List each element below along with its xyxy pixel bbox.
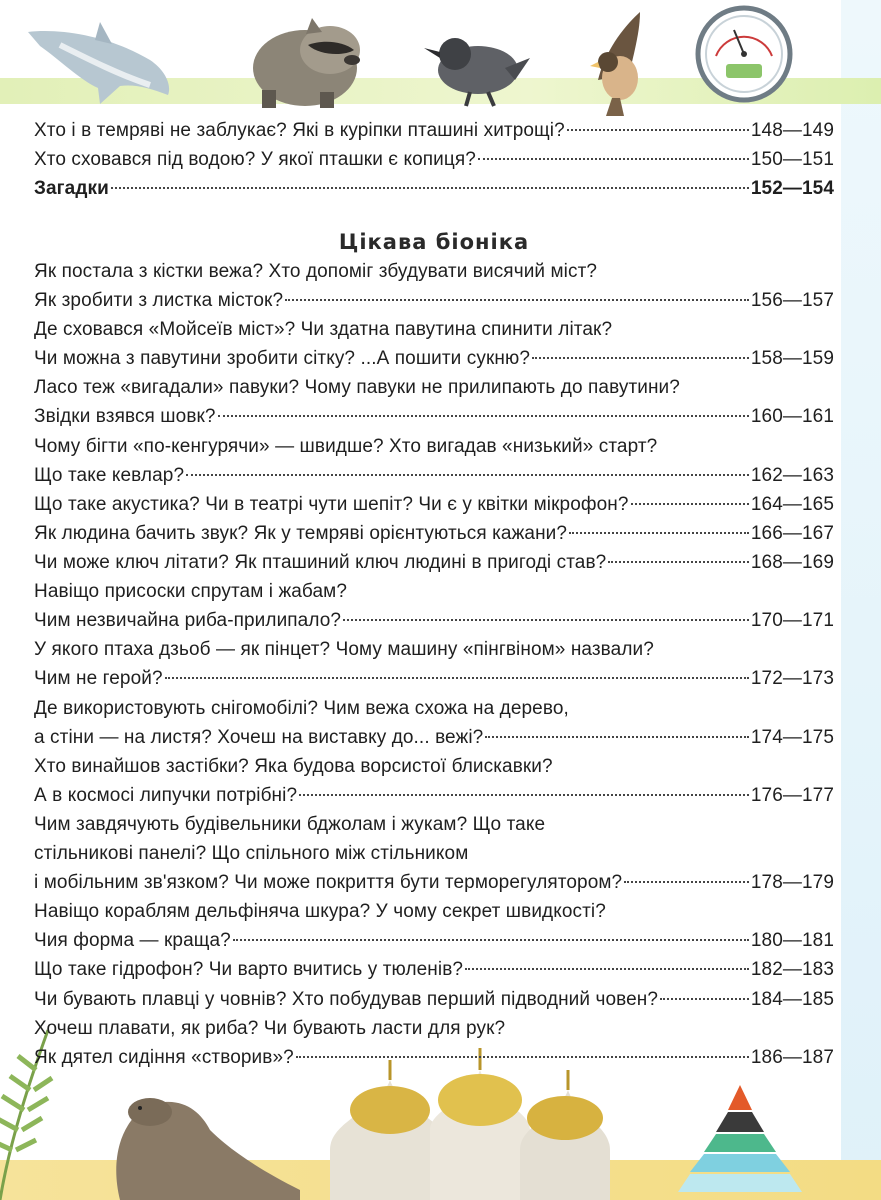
- toc-entry-line: Ласо теж «вигадали» павуки? Чому павуки не прилипають до павутини?: [34, 377, 680, 399]
- toc-entry[interactable]: [34, 373, 834, 431]
- toc-entry-line: Хочеш плавати, як риба? Чи бувають ласти для рук?: [34, 1017, 506, 1039]
- page-range: 168—169: [750, 552, 834, 573]
- dot-leader: [218, 415, 749, 417]
- dot-leader: [608, 561, 749, 563]
- dot-leader: [532, 357, 749, 359]
- toc-entry[interactable]: [34, 694, 834, 752]
- dot-leader: [111, 187, 749, 189]
- toc-entry-title: Хто і в темряві не заблукає? Які в куріпки пташині хитрощі?: [34, 120, 565, 141]
- page-range: 160—161: [750, 406, 834, 428]
- toc-entry-title: А в космосі липучки потрібні?: [34, 784, 298, 806]
- page-range: 166—167: [750, 522, 834, 544]
- toc-entry[interactable]: [34, 985, 834, 1014]
- toc-entry-title: Що таке кевлар?: [34, 464, 185, 486]
- dot-leader: [569, 532, 749, 534]
- toc-entry-line: Де сховався «Мойсеїв міст»? Чи здатна павутина спинити літак?: [34, 319, 613, 341]
- toc-entry-line: стільникові панелі? Що спільного між стільником: [34, 842, 469, 864]
- page-range: 178—179: [750, 871, 834, 893]
- dot-leader: [631, 503, 749, 505]
- toc-entry[interactable]: [34, 174, 834, 203]
- table-of-contents: [34, 0, 834, 1200]
- page-range: 156—157: [750, 290, 834, 311]
- dot-leader: [285, 299, 749, 301]
- dot-leader: [186, 474, 749, 476]
- toc-entry-line: У якого птаха дзьоб — як пінцет? Чому машину «пінгвіном» назвали?: [34, 639, 654, 661]
- toc-entry-title: Чим не герой?: [34, 668, 163, 690]
- dot-leader: [296, 1056, 749, 1058]
- toc-entry[interactable]: [34, 897, 834, 955]
- toc-entry[interactable]: [34, 257, 834, 315]
- page-range: 184—185: [750, 988, 834, 1010]
- page-range: 176—177: [750, 784, 834, 806]
- page-range: 158—159: [750, 348, 834, 370]
- toc-entry-line: Навіщо кораблям дельфіняча шкура? У чому секрет швидкості?: [34, 901, 606, 923]
- toc-entry[interactable]: [34, 810, 834, 897]
- section-title: Цікава біоніка: [338, 230, 530, 254]
- toc-entry-title: Загадки: [34, 178, 109, 200]
- dot-leader: [478, 158, 749, 160]
- toc-entry-line: Чим завдячують будівельники бджолам і жукам? Що таке: [34, 813, 546, 835]
- toc-entry[interactable]: [34, 432, 834, 490]
- page-range: 172—173: [750, 668, 834, 690]
- dot-leader: [465, 968, 749, 970]
- toc-entry-title: Чи може ключ літати? Як пташиний ключ людині в пригоді став?: [34, 552, 607, 573]
- page-range: 150—151: [750, 149, 834, 171]
- dot-leader: [299, 794, 749, 796]
- toc-entry[interactable]: [34, 752, 834, 810]
- toc-entry-title: Чи бувають плавці у човнів? Хто побудував перший підводний човен?: [34, 988, 659, 1010]
- page-range: 148—149: [750, 120, 834, 141]
- toc-entry-line: Чому бігти «по-кенгурячи» — швидше? Хто вигадав «низький» старт?: [34, 435, 658, 457]
- page-range: 164—165: [750, 493, 834, 515]
- toc-entry[interactable]: [34, 577, 834, 635]
- page-range: 170—171: [750, 610, 834, 632]
- toc-entry-title: Хто сховався під водою? У якої пташки є копиця?: [34, 149, 476, 171]
- toc-entry-title: Чим незвичайна риба-прилипало?: [34, 610, 342, 632]
- dot-leader: [567, 129, 749, 131]
- toc-entry-title: а стіни — на листя? Хочеш на виставку до... вежі?: [34, 726, 484, 748]
- toc-entry-line: Навіщо присоски спрутам і жабам?: [34, 581, 347, 603]
- toc-entry-title: Звідки взявся шовк?: [34, 406, 216, 428]
- page-range: 180—181: [750, 930, 834, 952]
- toc-entry-line: Хто винайшов застібки? Яка будова ворсистої блискавки?: [34, 755, 553, 777]
- dot-leader: [624, 881, 749, 883]
- page-range: 186—187: [750, 1046, 834, 1068]
- toc-entry[interactable]: [34, 548, 834, 577]
- toc-entry-title: Що таке гідрофон? Чи варто вчитись у тюленів?: [34, 959, 464, 981]
- toc-entry[interactable]: [34, 635, 834, 693]
- page-range: 182—183: [750, 959, 834, 981]
- toc-entry-title: і мобільним зв'язком? Чи може покриття бути терморегулятором?: [34, 871, 623, 893]
- dot-leader: [485, 736, 749, 738]
- dot-leader: [165, 677, 749, 679]
- toc-entry-title: Як людина бачить звук? Як у темряві орієнтуються кажани?: [34, 522, 568, 544]
- toc-entry[interactable]: [34, 315, 834, 373]
- toc-entry-title: Чия форма — краща?: [34, 930, 231, 952]
- toc-entry-title: Як зробити з листка місток?: [34, 290, 284, 311]
- toc-entry[interactable]: [34, 116, 834, 145]
- toc-entry-line: Де використовують снігомобілі? Чим вежа схожа на дерево,: [34, 697, 569, 719]
- toc-entry[interactable]: [34, 490, 834, 519]
- toc-entry[interactable]: [34, 145, 834, 174]
- page-range: 174—175: [750, 726, 834, 748]
- toc-entry[interactable]: [34, 1014, 834, 1072]
- dot-leader: [233, 939, 749, 941]
- toc-entry[interactable]: [34, 519, 834, 548]
- toc-entry-title: Чи можна з павутини зробити сітку? ...А пошити сукню?: [34, 348, 530, 370]
- page-range: 162—163: [750, 464, 834, 486]
- dot-leader: [660, 998, 749, 1000]
- toc-entry-line: Як постала з кістки вежа? Хто допоміг збудувати висячий міст?: [34, 261, 598, 282]
- toc-entry[interactable]: [34, 955, 834, 984]
- toc-entry-title: Що таке акустика? Чи в театрі чути шепіт? Чи є у квітки мікрофон?: [34, 493, 629, 515]
- toc-entry-title: Як дятел сидіння «створив»?: [34, 1046, 294, 1068]
- dot-leader: [343, 619, 749, 621]
- page-range: 152—154: [750, 178, 834, 200]
